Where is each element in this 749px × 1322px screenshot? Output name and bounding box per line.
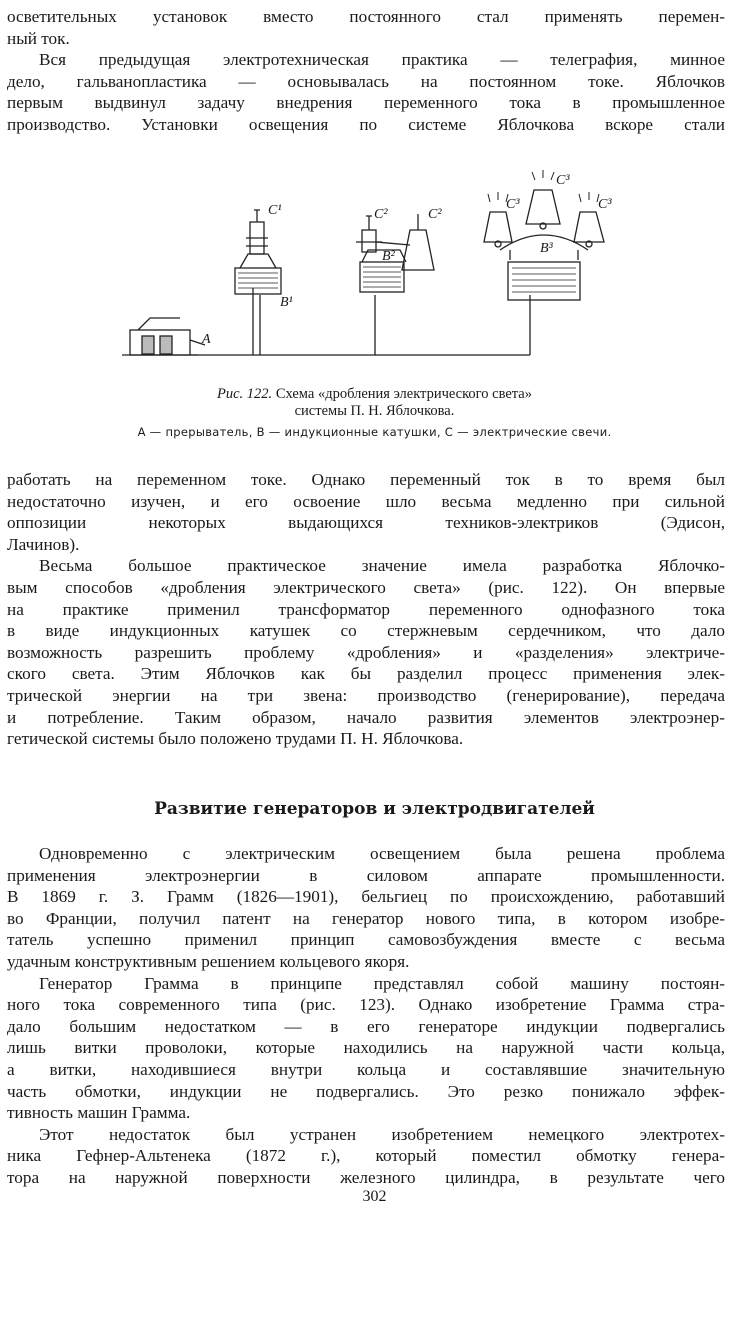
- label-C3-right: C³: [598, 197, 612, 212]
- text-line: Лачинов).: [7, 534, 80, 554]
- text-line: во Франции, получил патент на генератор нового типа, в котором изобре-: [7, 908, 725, 928]
- text-line: в виде индукционных катушек со стержневым сердечником, что дало: [7, 621, 725, 641]
- label-B1: B¹: [280, 295, 293, 310]
- text-line: и потребление. Таким образом, начало развития элементов электроэнер-: [7, 707, 725, 727]
- text-line: татель успешно применил принцип самовозбуждения вместе с весьма: [7, 930, 725, 950]
- text-line: ского света. Этим Яблочков как бы разделил процесс применения элек-: [7, 664, 725, 684]
- text-line: дало большим недостатком — в его генераторе индукции подвергались: [7, 1016, 725, 1036]
- label-C3-center: C³: [556, 173, 570, 188]
- page-number: 302: [362, 1188, 387, 1205]
- text-line: дело, гальванопластика — основывалась на постоянном токе. Яблочков: [7, 71, 725, 91]
- label-B2: B²: [382, 249, 395, 264]
- text-line: первым выдвинул задачу внедрения переменного тока в промышленное: [7, 93, 725, 113]
- paragraph-generators: [7, 843, 725, 1189]
- text-line: ного тока современного типа (рис. 123). Однако изобретение Грамма стра-: [7, 995, 725, 1015]
- label-C3-left: C³: [506, 197, 520, 212]
- text-line: а витки, находившиеся внутри кольца и составлявшие значительную: [7, 1059, 725, 1079]
- text-line: тивность машин Грамма.: [7, 1103, 191, 1123]
- label-B3: B³: [540, 241, 553, 256]
- text-line: Вся предыдущая электротехническая практика — телеграфия, минное: [39, 50, 725, 70]
- text-line: удачным конструктивным решением кольцевого якоря.: [7, 951, 410, 971]
- text-line: вым способов «дробления электрического света» (рис. 122). Он впервые: [7, 577, 725, 597]
- label-C2-right: C²: [428, 207, 442, 222]
- figure-number: Рис. 122.: [217, 386, 273, 402]
- yablochkov-circuit-diagram: [110, 150, 650, 370]
- text-line: осветительных установок вместо постоянного стал применять перемен-: [7, 7, 725, 26]
- paragraph-top: [7, 6, 725, 136]
- text-line: гетической системы было положено трудами П. Н. Яблочкова.: [7, 729, 464, 749]
- text-line: В 1869 г. З. Грамм (1826—1901), бельгиец по происхождению, работавший: [7, 887, 725, 907]
- text-line: трической энергии на три звена: производство (генерирование), передача: [7, 685, 725, 705]
- text-line: Этот недостаток был устранен изобретением немецкого электротех-: [39, 1124, 725, 1144]
- label-C1: C¹: [268, 203, 282, 218]
- figure-caption-title-2: системы П. Н. Яблочкова.: [294, 403, 455, 419]
- text-line: Генератор Грамма в принципе представлял собой машину постоян-: [39, 973, 725, 993]
- text-line: Весьма большое практическое значение имела разработка Яблочко-: [39, 556, 725, 576]
- text-line: на практике применил трансформатор переменного однофазного тока: [7, 599, 725, 619]
- figure-title: Схема «дробления электрического света»: [275, 386, 532, 402]
- paragraph-after-figure: [7, 469, 725, 750]
- label-A: A: [202, 332, 211, 347]
- figure-caption-title: [0, 386, 749, 403]
- text-line: ника Гефнер-Альтенека (1872 г.), который поместил обмотку генера-: [7, 1146, 725, 1166]
- text-line: часть обмотки, индукции не подвергались. Это резко понижало эффек-: [7, 1081, 725, 1101]
- label-C2-left: C²: [374, 207, 388, 222]
- text-line: возможность разрешить проблему «дробления» и «разделения» электриче-: [7, 642, 725, 662]
- text-line: оппозиции некоторых выдающихся техников-электриков (Эдисон,: [7, 513, 725, 533]
- text-line: работать на переменном токе. Однако переменный ток в то время был: [7, 470, 725, 489]
- text-line: применения электроэнергии в силовом аппарате промышленности.: [7, 865, 725, 885]
- text-line: ный ток.: [7, 28, 70, 48]
- text-line: лишь витки проволоки, которые находились на наружной части кольца,: [7, 1038, 725, 1058]
- text-line: Одновременно с электрическим освещением была решена проблема: [39, 844, 725, 863]
- figure-caption-legend: А — прерыватель, В — индукционные катушки, С — электрические свечи.: [137, 425, 612, 439]
- text-line: недостаточно изучен, и его освоение шло весьма медленно при сильной: [7, 491, 725, 511]
- section-heading: Развитие генераторов и электродвигателей: [154, 799, 595, 819]
- text-line: производство. Установки освещения по системе Яблочкова вскоре стали: [7, 114, 725, 134]
- text-line: тора на наружной поверхности железного цилиндра, в результате чего: [7, 1167, 725, 1187]
